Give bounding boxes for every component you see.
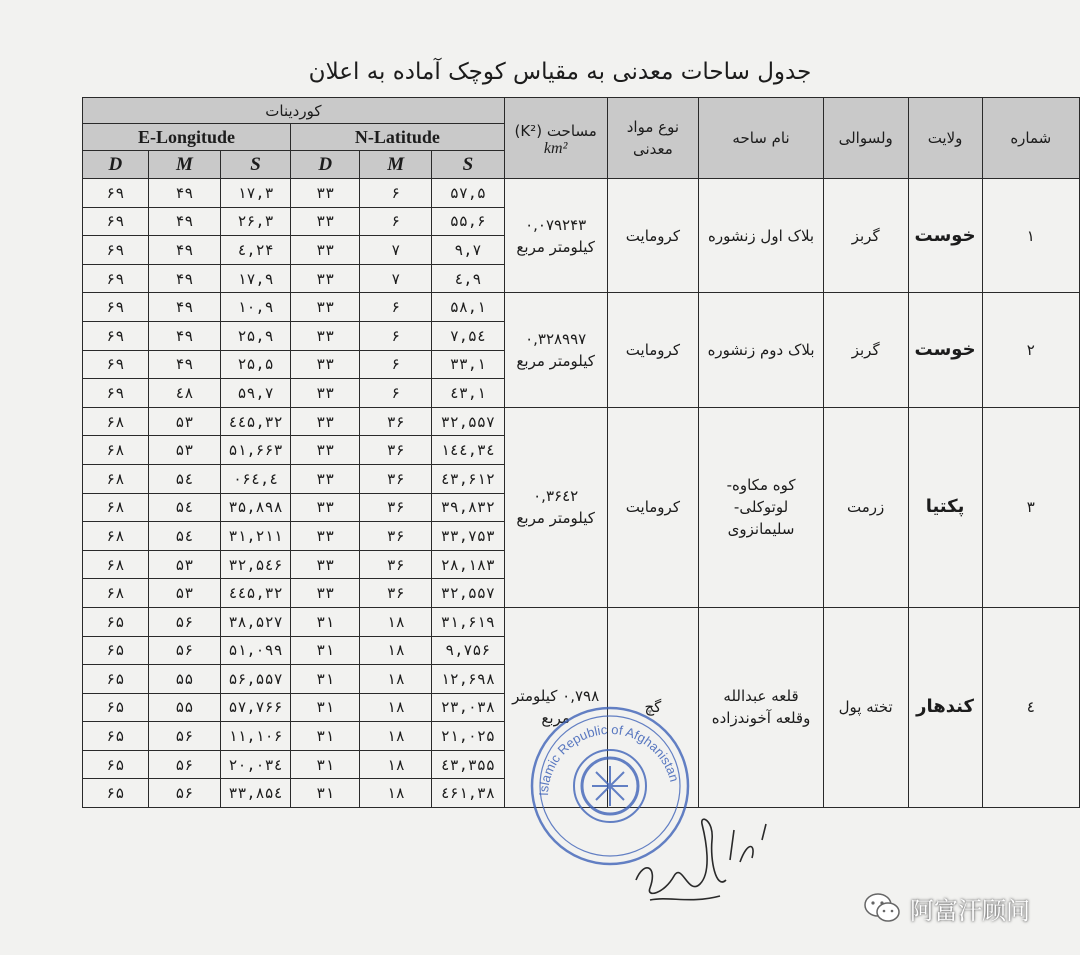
coord-e-degrees: ۶۸	[83, 522, 149, 551]
coord-e-seconds: ۱۷,۳	[221, 179, 291, 208]
coord-n-minutes: ۳۶	[360, 579, 431, 608]
coord-n-degrees: ۳۳	[290, 464, 360, 493]
row-number: ۱	[982, 179, 1079, 293]
coord-e-minutes: ۵٤	[148, 464, 220, 493]
coord-n-degrees: ۳۳	[290, 379, 360, 408]
row-district: زرمت	[823, 407, 908, 607]
coord-e-seconds: ۲۰,۰۳٤	[221, 750, 291, 779]
row-district: گربز	[823, 293, 908, 407]
row-site-name: قلعه عبدالله وقلعه آخوندزاده	[699, 607, 824, 807]
coord-n-degrees: ۳۳	[290, 522, 360, 551]
header-mineral-type: نوع مواد معدنی	[607, 98, 699, 179]
row-district: تخته پول	[823, 607, 908, 807]
coord-n-degrees: ۳۱	[290, 636, 360, 665]
coord-n-seconds: ۲۳,۰۳۸	[431, 693, 504, 722]
coord-n-minutes: ۱۸	[360, 636, 431, 665]
header-n-degrees: D	[290, 151, 360, 179]
coord-n-seconds: ۱۲,۶۹۸	[431, 665, 504, 694]
coord-n-minutes: ۱۸	[360, 693, 431, 722]
coord-e-degrees: ۶۸	[83, 579, 149, 608]
header-e-longitude: E-Longitude	[83, 124, 291, 151]
coord-e-degrees: ۶۸	[83, 493, 149, 522]
coord-n-degrees: ۳۱	[290, 779, 360, 808]
coord-n-degrees: ۳۳	[290, 179, 360, 208]
row-district: گربز	[823, 179, 908, 293]
table-row	[83, 293, 1080, 322]
coord-e-minutes: ۵۶	[148, 779, 220, 808]
coord-n-degrees: ۳۳	[290, 579, 360, 608]
coord-n-minutes: ۱۸	[360, 607, 431, 636]
coord-n-minutes: ۷	[360, 236, 431, 265]
page-title: جدول ساحات معدنی به مقیاس کوچک آماده به اعلان	[308, 59, 812, 85]
coord-n-degrees: ۳۳	[290, 293, 360, 322]
coord-e-degrees: ۶۵	[83, 693, 149, 722]
coord-e-minutes: ۵۳	[148, 436, 220, 465]
coord-e-minutes: ۵۶	[148, 722, 220, 751]
wechat-icon	[862, 890, 902, 926]
row-number: ٤	[982, 607, 1079, 807]
row-province: پکتیا	[908, 407, 982, 607]
coord-e-minutes: ۵۵	[148, 665, 220, 694]
coord-n-degrees: ۳۳	[290, 321, 360, 350]
row-site-name: کوه مکاوه- لوتوکلی- سلیمانزوی	[699, 407, 824, 607]
coord-e-seconds: ۳۱,۲۱۱	[221, 522, 291, 551]
row-province: کندهار	[908, 607, 982, 807]
coord-n-seconds: ۳۳,۷۵۳	[431, 522, 504, 551]
coord-n-seconds: ۹,٤	[431, 264, 504, 293]
coord-n-minutes: ۶	[360, 379, 431, 408]
coord-n-degrees: ۳۳	[290, 493, 360, 522]
mining-sites-table	[82, 97, 1080, 808]
coord-e-degrees: ۶۸	[83, 550, 149, 579]
coord-e-seconds: ۱۷,۹	[221, 264, 291, 293]
coord-n-minutes: ۶	[360, 350, 431, 379]
coord-e-degrees: ۶۹	[83, 179, 149, 208]
coord-n-degrees: ۳۳	[290, 350, 360, 379]
coord-e-seconds: ۲۶,۳	[221, 207, 291, 236]
coord-n-degrees: ۳۳	[290, 550, 360, 579]
coord-n-minutes: ۳۶	[360, 407, 431, 436]
coord-e-degrees: ۶۵	[83, 607, 149, 636]
header-e-degrees: D	[83, 151, 149, 179]
header-site-name: نام ساحه	[699, 98, 824, 179]
coord-n-degrees: ۳۱	[290, 750, 360, 779]
coord-e-minutes: ۵۶	[148, 607, 220, 636]
coord-n-seconds: ۳٤,۱٤٤	[431, 436, 504, 465]
coord-e-minutes: ٤۸	[148, 379, 220, 408]
coord-e-minutes: ۴۹	[148, 321, 220, 350]
coord-n-minutes: ۱۸	[360, 722, 431, 751]
row-mineral-type: گچ	[607, 607, 699, 807]
coord-e-seconds: ۱۱,۱۰۶	[221, 722, 291, 751]
coord-e-degrees: ۶۹	[83, 350, 149, 379]
coord-e-degrees: ۶۹	[83, 264, 149, 293]
coord-e-seconds: ۳۲,۵٤۶	[221, 550, 291, 579]
header-district: ولسوالی	[823, 98, 908, 179]
coord-n-minutes: ۱۸	[360, 750, 431, 779]
coord-e-seconds: ۲۵,۵	[221, 350, 291, 379]
coord-n-seconds: ۳۹,۸۳۲	[431, 493, 504, 522]
seal-text: Islamic Republic of Afghanistan	[535, 721, 683, 797]
coord-n-minutes: ۳۶	[360, 464, 431, 493]
coord-e-degrees: ۶۹	[83, 293, 149, 322]
coord-n-seconds: ۳۲,۵۵۷	[431, 579, 504, 608]
coord-n-degrees: ۳۳	[290, 407, 360, 436]
coord-e-seconds: ۵۷,۷۶۶	[221, 693, 291, 722]
coord-n-minutes: ۳۶	[360, 522, 431, 551]
coord-e-seconds: ۱۰,۹	[221, 293, 291, 322]
coord-e-seconds: ۵۶,۵۵۷	[221, 665, 291, 694]
header-province: ولایت	[908, 98, 982, 179]
coord-n-minutes: ۶	[360, 321, 431, 350]
coord-n-seconds: ۳۲,۵۵۷	[431, 407, 504, 436]
table-row	[83, 179, 1080, 208]
header-coordinates: کوردینات	[83, 98, 505, 124]
coord-e-minutes: ۵۳	[148, 407, 220, 436]
coord-n-seconds: ٤۳,۶۱۲	[431, 464, 504, 493]
coord-n-degrees: ۳۳	[290, 436, 360, 465]
coord-e-seconds: ۵۹,۷	[221, 379, 291, 408]
coord-n-seconds: ۲۸,۱۸۳	[431, 550, 504, 579]
coord-e-minutes: ۵۶	[148, 636, 220, 665]
row-site-name: بلاک اول زنشوره	[699, 179, 824, 293]
coord-e-minutes: ۵۳	[148, 550, 220, 579]
header-e-minutes: M	[148, 151, 220, 179]
row-site-name: بلاک دوم زنشوره	[699, 293, 824, 407]
coord-e-degrees: ۶۵	[83, 665, 149, 694]
row-province: خوست	[908, 293, 982, 407]
coord-n-seconds: ۳۳,۱	[431, 350, 504, 379]
coord-e-degrees: ۶۵	[83, 750, 149, 779]
coord-n-seconds: ۵۵,۶	[431, 207, 504, 236]
watermark-text: 阿富汗顾问	[910, 896, 1030, 925]
coord-n-minutes: ۱۸	[360, 665, 431, 694]
coord-n-minutes: ۳۶	[360, 550, 431, 579]
coord-e-minutes: ۴۹	[148, 264, 220, 293]
coord-e-degrees: ۶۹	[83, 379, 149, 408]
header-area-note: km²	[543, 140, 568, 157]
coord-n-seconds: ۳۱,۶۱۹	[431, 607, 504, 636]
coord-n-seconds: ٤۳,۱	[431, 379, 504, 408]
coord-e-minutes: ۵٤	[148, 522, 220, 551]
header-number: شماره	[982, 98, 1079, 179]
row-mineral-type: کرومایت	[607, 293, 699, 407]
coord-e-seconds: ۳۲,٤٤۵	[221, 407, 291, 436]
coord-n-minutes: ۱۸	[360, 779, 431, 808]
coord-n-seconds: ۳۸,٤۶۱	[431, 779, 504, 808]
row-area: ۰,۳۲۸۹۹۷ کیلومتر مربع	[504, 293, 607, 407]
coord-n-seconds: ٤۳,۳۵۵	[431, 750, 504, 779]
coord-n-seconds: ۹,۷	[431, 236, 504, 265]
row-mineral-type: کرومایت	[607, 407, 699, 607]
coord-e-seconds: ۳۳,۸۵٤	[221, 779, 291, 808]
table-body	[83, 179, 1080, 808]
header-area	[504, 98, 607, 179]
coord-n-degrees: ۳۳	[290, 236, 360, 265]
coord-n-seconds: ۲۱,۰۲۵	[431, 722, 504, 751]
coord-e-degrees: ۶۵	[83, 636, 149, 665]
coord-e-minutes: ۴۹	[148, 350, 220, 379]
row-mineral-type: کرومایت	[607, 179, 699, 293]
coord-n-seconds: ۵٤,۷	[431, 321, 504, 350]
coord-n-degrees: ۳۱	[290, 607, 360, 636]
header-area-label: مساحت (K²)	[514, 122, 597, 140]
coord-e-degrees: ۶۵	[83, 722, 149, 751]
row-area: ۰,۷۹۸ کیلومتر مربع	[504, 607, 607, 807]
row-province: خوست	[908, 179, 982, 293]
coord-n-degrees: ۳۳	[290, 264, 360, 293]
signature	[630, 800, 780, 910]
table-row	[83, 607, 1080, 636]
row-area: ۰,۳۶٤۲ کیلومتر مربع	[504, 407, 607, 607]
coord-e-minutes: ۴۹	[148, 207, 220, 236]
coord-n-seconds: ۵۸,۱	[431, 293, 504, 322]
header-n-minutes: M	[360, 151, 431, 179]
coord-n-minutes: ۳۶	[360, 436, 431, 465]
coord-e-minutes: ۵۶	[148, 750, 220, 779]
row-number: ۳	[982, 407, 1079, 607]
coord-e-seconds: ۳۵,۸۹۸	[221, 493, 291, 522]
row-area: ۰,۰۷۹۲۴۳ کیلومتر مربع	[504, 179, 607, 293]
coord-e-minutes: ۵۵	[148, 693, 220, 722]
coord-e-minutes: ۵٤	[148, 493, 220, 522]
coord-e-seconds: ۲۵,۹	[221, 321, 291, 350]
coord-n-seconds: ۵۷,۵	[431, 179, 504, 208]
coord-n-minutes: ۷	[360, 264, 431, 293]
coord-e-seconds: ۵۱,۶۶۳	[221, 436, 291, 465]
coord-n-degrees: ۳۱	[290, 693, 360, 722]
coord-e-seconds: ۳۸,۵۲۷	[221, 607, 291, 636]
mining-sites-table-wrapper	[82, 97, 1080, 808]
coord-e-degrees: ۶۹	[83, 321, 149, 350]
coord-e-degrees: ۶۸	[83, 407, 149, 436]
row-number: ۲	[982, 293, 1079, 407]
coord-e-degrees: ۶۵	[83, 779, 149, 808]
coord-e-seconds: ٤,۰۶٤	[221, 464, 291, 493]
coord-e-minutes: ۴۹	[148, 236, 220, 265]
header-e-seconds: S	[221, 151, 291, 179]
coord-e-degrees: ۶۹	[83, 207, 149, 236]
coord-n-degrees: ۳۱	[290, 722, 360, 751]
watermark	[862, 888, 1072, 928]
coord-e-seconds: ۲۴,٤	[221, 236, 291, 265]
coord-n-minutes: ۶	[360, 179, 431, 208]
coord-e-minutes: ۴۹	[148, 293, 220, 322]
coord-e-degrees: ۶۹	[83, 236, 149, 265]
coord-e-degrees: ۶۸	[83, 464, 149, 493]
coord-n-degrees: ۳۱	[290, 665, 360, 694]
header-n-latitude: N-Latitude	[290, 124, 504, 151]
coord-e-seconds: ۵۱,۰۹۹	[221, 636, 291, 665]
coord-n-minutes: ۶	[360, 293, 431, 322]
coord-n-minutes: ۶	[360, 207, 431, 236]
header-n-seconds: S	[431, 151, 504, 179]
coord-e-degrees: ۶۸	[83, 436, 149, 465]
coord-e-minutes: ۴۹	[148, 179, 220, 208]
table-row	[83, 407, 1080, 436]
coord-n-minutes: ۳۶	[360, 493, 431, 522]
coord-e-minutes: ۵۳	[148, 579, 220, 608]
coord-n-seconds: ۹,۷۵۶	[431, 636, 504, 665]
coord-n-degrees: ۳۳	[290, 207, 360, 236]
coord-e-seconds: ۳۲,٤٤۵	[221, 579, 291, 608]
